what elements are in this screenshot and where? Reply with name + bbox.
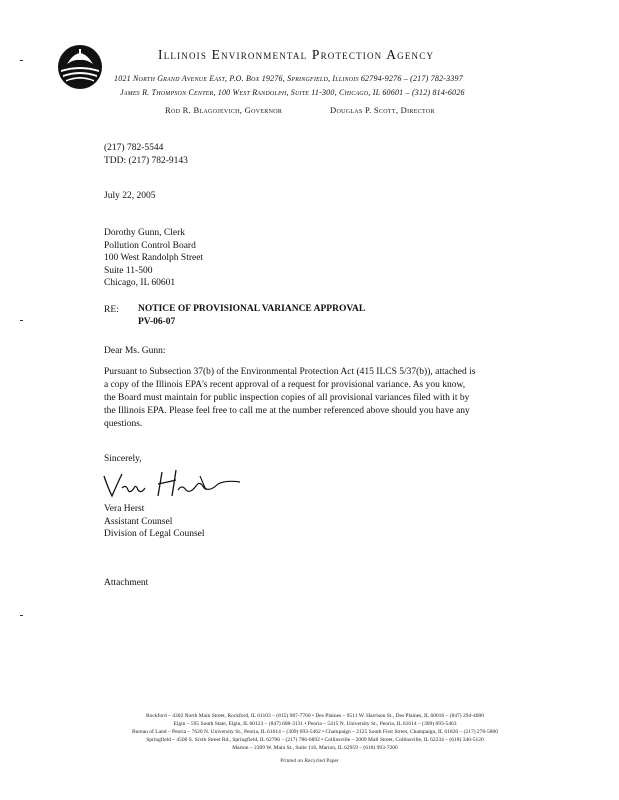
letter-date: July 22, 2005 bbox=[104, 191, 156, 201]
scan-margin-mark bbox=[20, 320, 23, 321]
signer-block bbox=[104, 503, 205, 541]
addressee-block bbox=[104, 227, 203, 290]
footer-line: Springfield – 4500 S. Sixth Street Rd., Springfield, IL 62706 – (217) 786-6892 • Collinsville – 2009 Mall Street, Collinsville, IL 62234 – (618) 346-5120 bbox=[146, 737, 484, 743]
salutation: Dear Ms. Gunn: bbox=[104, 346, 166, 356]
addressee-city: Chicago, IL 60601 bbox=[104, 278, 176, 288]
body-paragraph bbox=[104, 366, 524, 431]
agency-address-springfield: 1021 North Grand Avenue East, P.O. Box 19276, Springfield, Illinois 62794-9276 – (217) 782-3397 bbox=[114, 74, 463, 83]
re-subject-block bbox=[138, 303, 365, 329]
paragraph-line: questions. bbox=[104, 419, 143, 429]
handwritten-signature bbox=[100, 466, 250, 502]
addressee-org: Pollution Control Board bbox=[104, 240, 196, 251]
footer-line: Elgin – 595 South State, Elgin, IL 60123 – (847) 608-3131 • Peoria – 5415 N. University St., Peoria, IL 61614 – (309) 693-5463 bbox=[173, 721, 457, 727]
scan-margin-mark bbox=[20, 60, 23, 61]
re-subject: NOTICE OF PROVISIONAL VARIANCE APPROVAL bbox=[138, 304, 366, 314]
signer-name: Vera Herst bbox=[104, 504, 145, 514]
regional-offices-footer bbox=[30, 712, 600, 752]
signer-title: Assistant Counsel bbox=[104, 516, 173, 527]
phone-number: (217) 782-5544 bbox=[104, 143, 164, 153]
contact-block bbox=[104, 142, 188, 167]
re-label: RE: bbox=[104, 305, 119, 315]
attachment-note: Attachment bbox=[104, 578, 149, 588]
closing: Sincerely, bbox=[104, 454, 142, 464]
re-number: PV-06-07 bbox=[138, 317, 176, 327]
paragraph-line: a copy of the Illinois EPA's recent approval of a request for provisional variance. As you know, bbox=[104, 380, 466, 390]
scan-margin-mark bbox=[20, 615, 23, 616]
paragraph-line: Pursuant to Subsection 37(b) of the Environmental Protection Act (415 ILCS 5/37(b)), attached is bbox=[104, 367, 476, 377]
signer-division: Division of Legal Counsel bbox=[104, 529, 205, 539]
agency-name: Illinois Environmental Protection Agency bbox=[158, 47, 435, 62]
agency-seal-logo bbox=[57, 44, 103, 90]
footer-line: Rockford – 4302 North Main Street, Rockford, IL 61103 – (815) 987-7760 • Des Plaines – 9511 W. Harrison St., Des Plaines, IL 60016 – (847) 294-4000 bbox=[145, 713, 485, 719]
addressee-name: Dorothy Gunn, Clerk bbox=[104, 228, 186, 238]
paragraph-line: the Board must maintain for public inspection copies of all provisional variances filed with it by bbox=[104, 393, 470, 403]
addressee-suite: Suite 11-500 bbox=[104, 265, 153, 276]
paragraph-line: the Illinois EPA. Please feel free to call me at the number referenced above should you have any bbox=[104, 406, 470, 416]
footer-line: Marion – 2309 W. Main St., Suite 116, Marion, IL 62959 – (618) 993-7200 bbox=[232, 745, 398, 751]
director-name: Douglas P. Scott, Director bbox=[330, 105, 435, 115]
addressee-street: 100 West Randolph Street bbox=[104, 253, 204, 263]
agency-address-chicago: James R. Thompson Center, 100 West Randolph, Suite 11-300, Chicago, IL 60601 – (312) 814-6026 bbox=[120, 88, 465, 97]
governor-name: Rod R. Blagojevich, Governor bbox=[165, 105, 283, 115]
footer-line: Bureau of Land – Peoria – 7620 N. University St., Peoria, IL 61614 – (309) 693-5462 • Champaign – 2125 South First Street, Champaign, IL 61820 – (217) 278-5800 bbox=[132, 729, 498, 735]
recycled-paper-note: Printed on Recycled Paper bbox=[280, 758, 339, 764]
tdd-number: TDD: (217) 782-9143 bbox=[104, 155, 188, 166]
